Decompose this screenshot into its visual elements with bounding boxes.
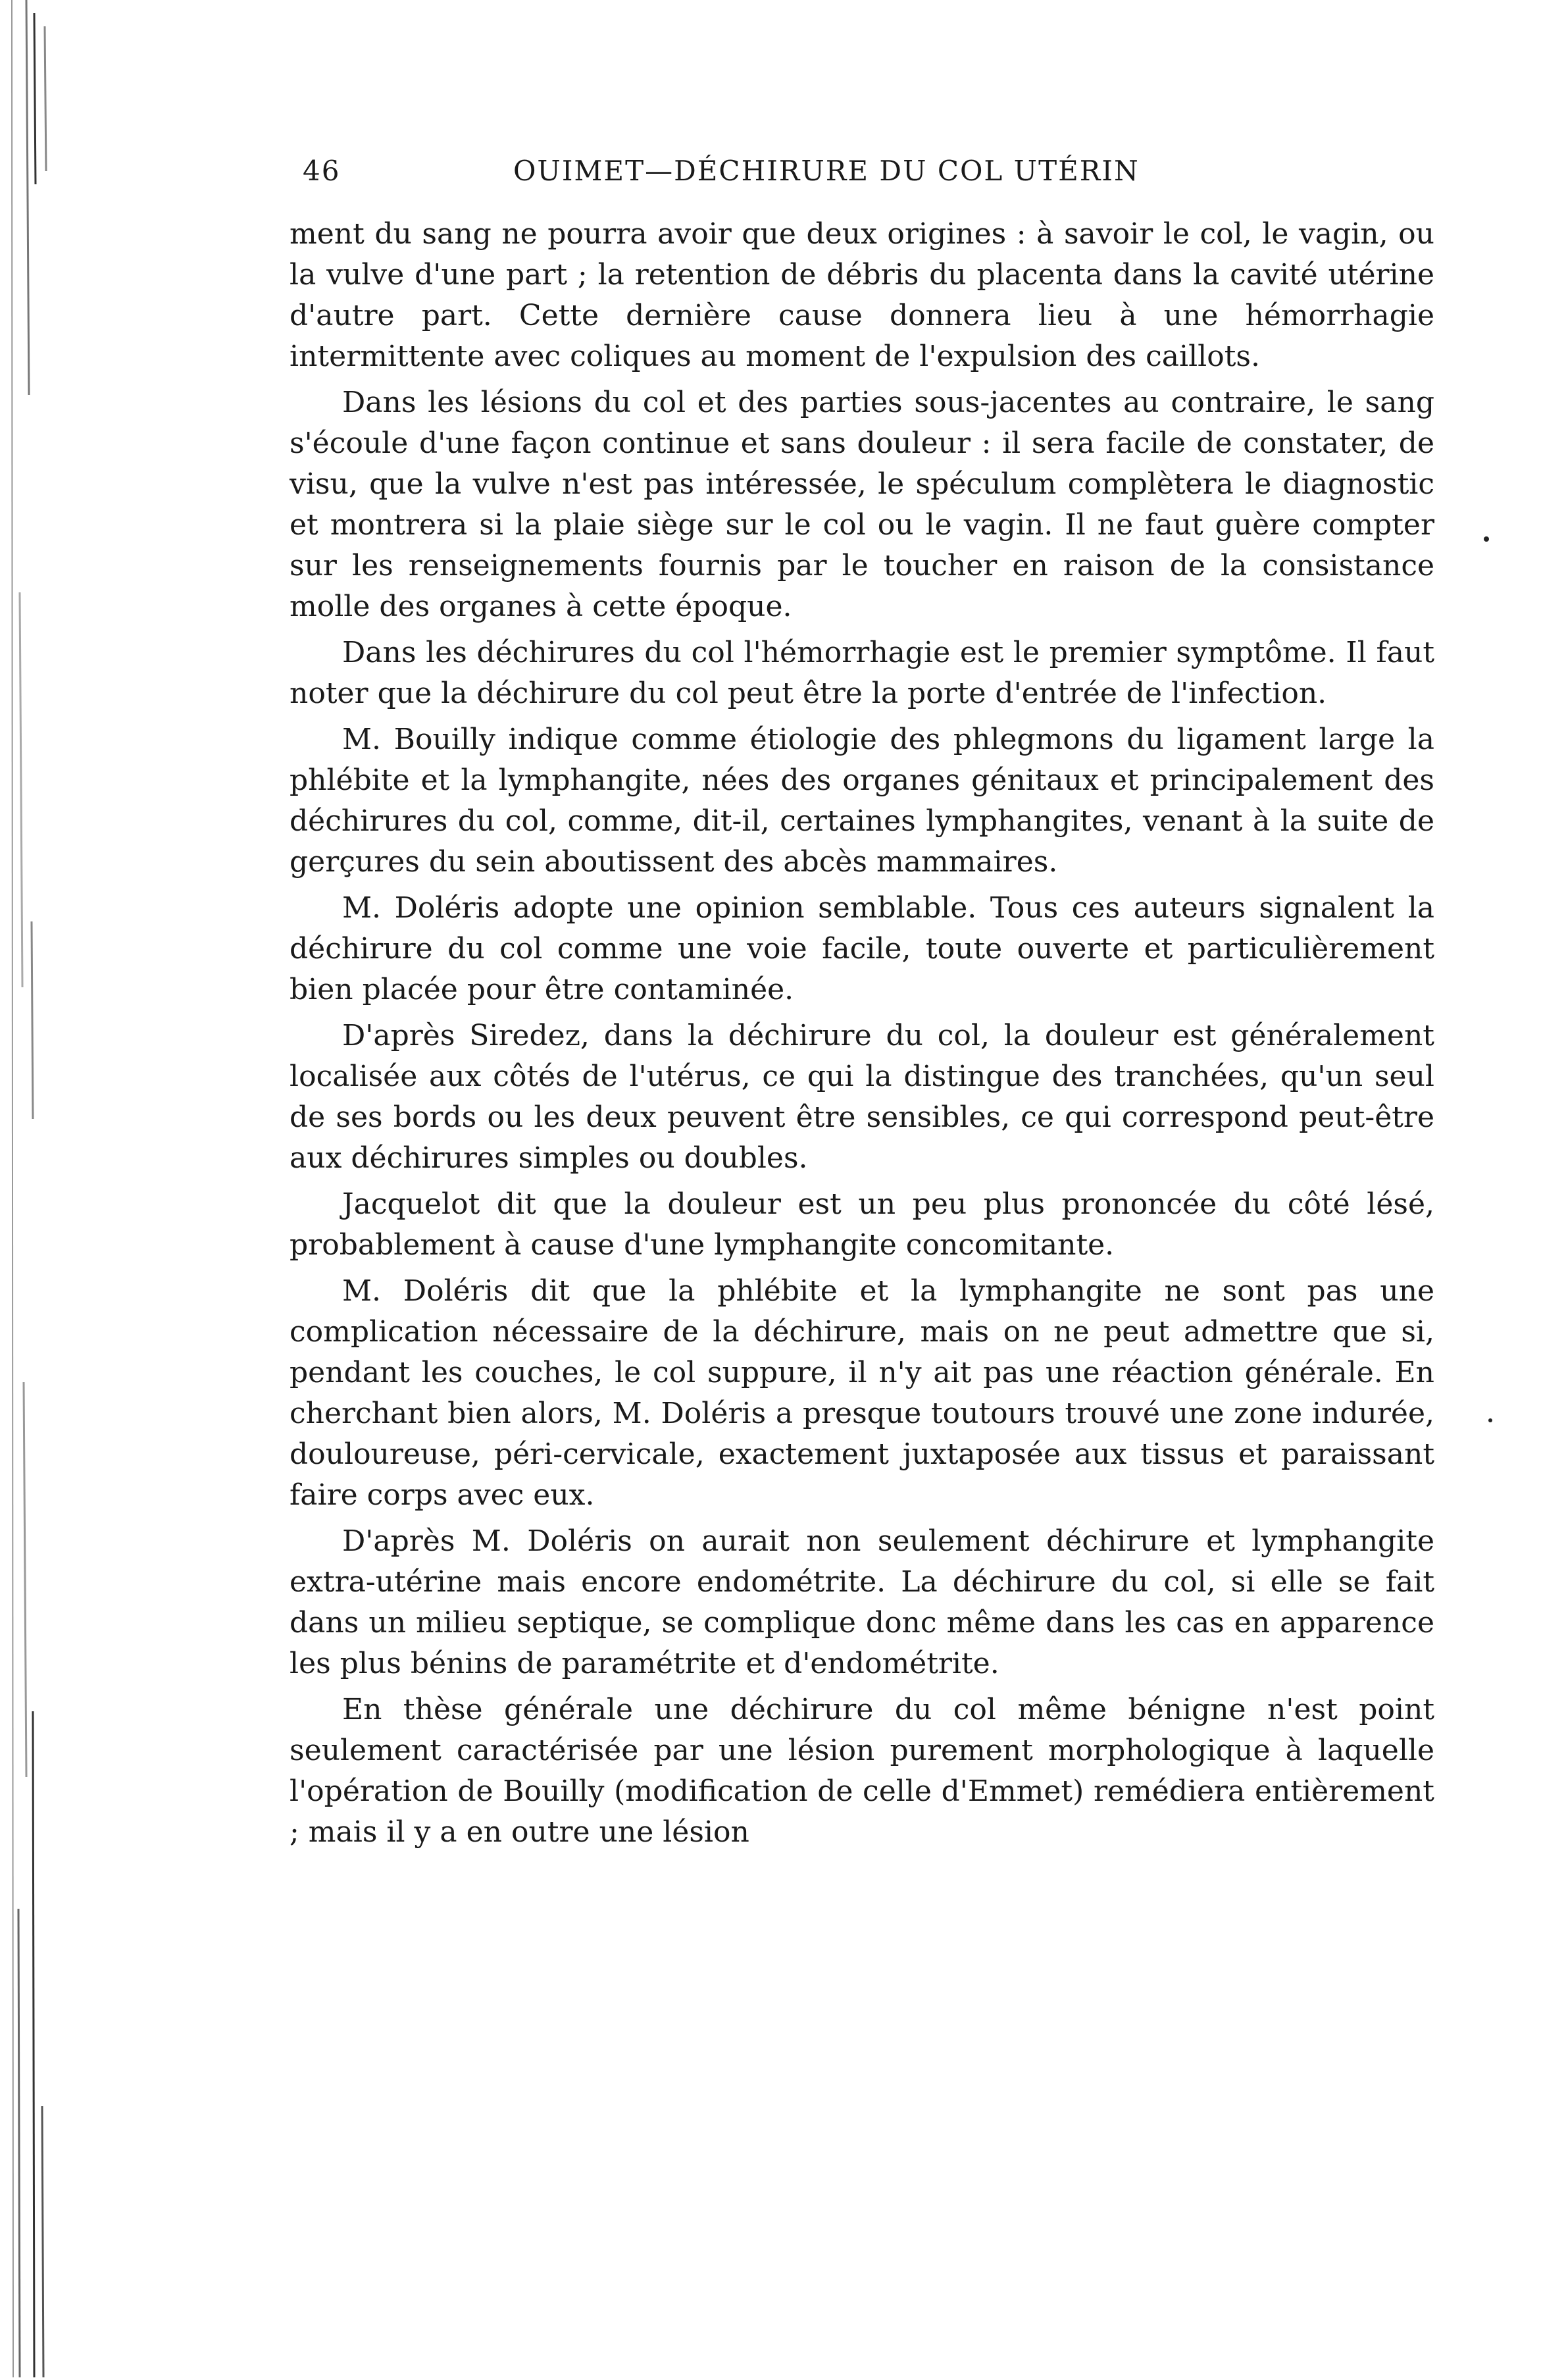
paragraph: D'après Siredez, dans la déchirure du col, la douleur est généralement localisée aux côtés de l'utérus, ce qui la distingue des tranchées, qu'un seul de ses bords ou les deux peuvent être sensibles, ce qui correspond peut-être aux déchirures simples ou doubles. bbox=[290, 1019, 1434, 1175]
ink-speck bbox=[1488, 1418, 1492, 1422]
paragraph: D'après M. Doléris on aurait non seulement déchirure et lymphangite extra-utérine mais encore endométrite. La déchirure du col, si elle se fait dans un milieu septique, se complique donc même dans les cas en apparence les plus bénins de paramétrite et d'endométrite. bbox=[290, 1524, 1434, 1680]
paragraph: M. Doléris dit que la phlébite et la lymphangite ne sont pas une complication nécessaire de la déchirure, mais on ne peut admettre que si, pendant les couches, le col suppure, il n'y ait pas une réaction générale. En cherchant bien alors, M. Doléris a presque toutours trouvé une zone indurée, douloureuse, péri-cervicale, exactement juxtaposée aux tissus et paraissant faire corps avec eux. bbox=[290, 1274, 1434, 1512]
book-page bbox=[290, 155, 1434, 1858]
ink-speck bbox=[1484, 536, 1489, 542]
page-number: 46 bbox=[303, 155, 341, 187]
running-title: OUIMET—DÉCHIRURE DU COL UTÉRIN bbox=[513, 155, 1140, 187]
paragraph: Jacquelot dit que la douleur est un peu plus prononcée du côté lésé, probablement à cause d'une lymphangite concomitante. bbox=[290, 1187, 1434, 1262]
running-head bbox=[290, 155, 1434, 201]
page-binding-edge bbox=[0, 0, 99, 2377]
paragraph: M. Bouilly indique comme étiologie des phlegmons du ligament large la phlébite et la lymphangite, nées des organes génitaux et principalement des déchirures du col, comme, dit-il, certaines lymphangites, venant à la suite de gerçures du sein aboutissent des abcès mammaires. bbox=[290, 723, 1434, 879]
paragraph: En thèse générale une déchirure du col même bénigne n'est point seulement caractérisée par une lésion purement morphologique à laquelle l'opération de Bouilly (modification de celle d'Emmet) remédiera entièrement ; mais il y a en outre une lésion bbox=[290, 1693, 1434, 1849]
binding-edge-marks bbox=[0, 0, 99, 2377]
body-text bbox=[290, 214, 1434, 1853]
paragraph: Dans les lésions du col et des parties sous-jacentes au contraire, le sang s'écoule d'une façon continue et sans douleur : il sera facile de constater, de visu, que la vulve n'est pas intéressée, le spéculum complètera le diagnostic et montrera si la plaie siège sur le col ou le vagin. Il ne faut guère compter sur les renseignements fournis par le toucher en raison de la consistance molle des organes à cette époque. bbox=[290, 386, 1434, 623]
paragraph: Dans les déchirures du col l'hémorrhagie est le premier symptôme. Il faut noter que la déchirure du col peut être la porte d'entrée de l'infection. bbox=[290, 636, 1434, 710]
paragraph: ment du sang ne pourra avoir que deux origines : à savoir le col, le vagin, ou la vulve d'une part ; la retention de débris du placenta dans la cavité utérine d'autre part. Cette dernière cause donnera lieu à une hémorrhagie intermittente avec coliques au moment de l'expulsion des caillots. bbox=[290, 217, 1434, 373]
paragraph: M. Doléris adopte une opinion semblable. Tous ces auteurs signalent la déchirure du col comme une voie facile, toute ouverte et particulièrement bien placée pour être contaminée. bbox=[290, 891, 1434, 1006]
